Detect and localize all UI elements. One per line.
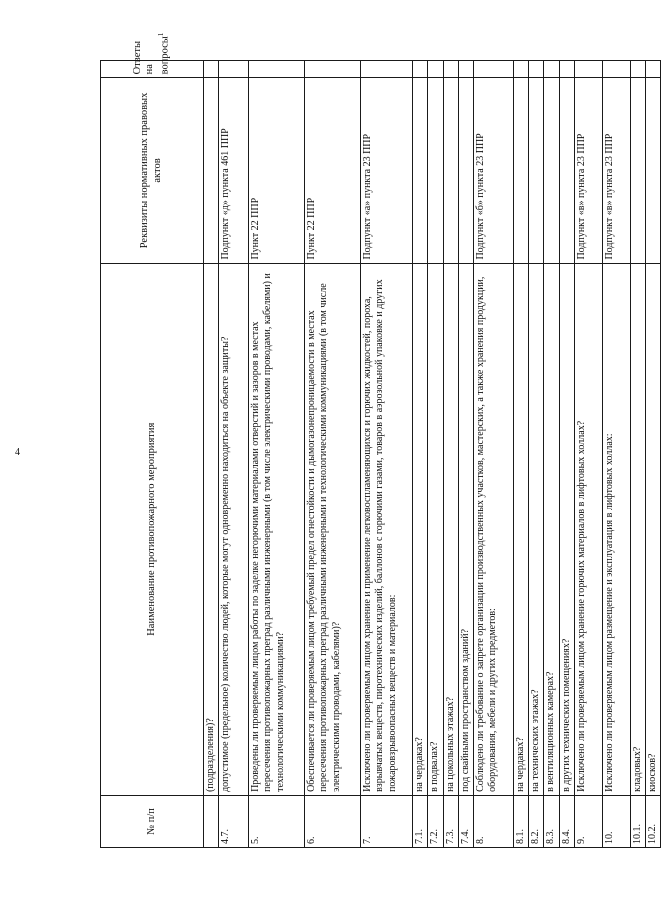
row-measure-name: на технических этажах? <box>529 263 544 795</box>
row-number: 5. <box>249 795 305 847</box>
row-answer-cell[interactable] <box>413 61 428 78</box>
row-measure-name: Исключено ли проверяемым лицом размещение и эксплуатация в лифтовых холлах: <box>602 263 630 795</box>
checklist-body <box>101 32 661 848</box>
table-row <box>529 61 544 848</box>
table-row <box>204 61 219 848</box>
row-answer-cell[interactable] <box>305 61 361 78</box>
row-number: 8.3. <box>544 795 559 847</box>
row-answer-cell[interactable] <box>473 61 513 78</box>
row-answer-cell[interactable] <box>574 61 602 78</box>
row-legal-reference <box>428 78 443 263</box>
row-answer-cell[interactable] <box>544 61 559 78</box>
row-legal-reference: Подпункт «б» пункта 23 ППР <box>473 78 513 263</box>
row-legal-reference <box>529 78 544 263</box>
row-number: 8.4. <box>559 795 574 847</box>
row-legal-reference <box>443 78 458 263</box>
row-answer-cell[interactable] <box>602 61 630 78</box>
row-measure-name: в других технических помещениях? <box>559 263 574 795</box>
row-number: 10.1. <box>630 795 645 847</box>
row-legal-reference <box>413 78 428 263</box>
row-answer-cell[interactable] <box>204 61 219 78</box>
table-row <box>305 61 361 848</box>
table-row <box>458 61 473 848</box>
row-measure-name: на чердаках? <box>413 263 428 795</box>
table-row <box>574 61 602 848</box>
checklist-table <box>100 32 661 848</box>
header-row <box>101 61 204 848</box>
row-number: 8. <box>473 795 513 847</box>
row-legal-reference <box>458 78 473 263</box>
row-answer-cell[interactable] <box>559 61 574 78</box>
row-answer-cell[interactable] <box>443 61 458 78</box>
table-row <box>544 61 559 848</box>
table-row <box>249 61 305 848</box>
row-measure-name: Исключено ли проверяемым лицом хранение горючих материалов в лифтовых холлах? <box>574 263 602 795</box>
row-legal-reference <box>544 78 559 263</box>
row-answer-cell[interactable] <box>529 61 544 78</box>
page-number: 4 <box>15 447 20 458</box>
row-measure-name: в вентиляционных камерах? <box>544 263 559 795</box>
row-answer-cell[interactable] <box>361 61 413 78</box>
row-number: 10. <box>602 795 630 847</box>
row-number: 4.7. <box>219 795 249 847</box>
row-answer-cell[interactable] <box>513 61 528 78</box>
row-number: 9. <box>574 795 602 847</box>
table-row <box>602 61 630 848</box>
row-number: 7.2. <box>428 795 443 847</box>
row-number: 6. <box>305 795 361 847</box>
row-answer-cell[interactable] <box>249 61 305 78</box>
row-number: 7.4. <box>458 795 473 847</box>
header-number: № п/п <box>101 795 204 847</box>
row-number <box>204 795 219 847</box>
row-number: 8.2. <box>529 795 544 847</box>
table-row <box>473 61 513 848</box>
row-measure-name: кладовых? <box>630 263 645 795</box>
row-answer-cell[interactable] <box>645 61 660 78</box>
row-measure-name: Обеспечивается ли проверяемым лицом требуемый предел огнестойкости и дымогазонепроницаемости в местах пересечения противопожарных преград различными инженерными и технологическими коммуникациями (в том числе электрическими проводами, кабелями)? <box>305 263 361 795</box>
row-number: 7.3. <box>443 795 458 847</box>
row-measure-name: (подразделения)? <box>204 263 219 795</box>
row-measure-name: на чердаках? <box>513 263 528 795</box>
row-measure-name: под свайными пространством зданий? <box>458 263 473 795</box>
row-legal-reference: Пункт 22 ППР <box>305 78 361 263</box>
row-legal-reference: Подпункт «в» пункта 23 ППР <box>574 78 602 263</box>
row-answer-cell[interactable] <box>458 61 473 78</box>
row-number: 8.1. <box>513 795 528 847</box>
row-measure-name: в подвалах? <box>428 263 443 795</box>
row-number: 7. <box>361 795 413 847</box>
table-row <box>645 61 660 848</box>
row-answer-cell[interactable] <box>219 61 249 78</box>
rotated-table-container <box>100 32 658 848</box>
table-row <box>513 61 528 848</box>
header-measure-name: Наименование противопожарного мероприятия <box>101 263 204 795</box>
row-legal-reference: Подпункт «д» пункта 461 ППР <box>219 78 249 263</box>
table-row <box>443 61 458 848</box>
row-legal-reference: Пункт 22 ППР <box>249 78 305 263</box>
row-legal-reference <box>645 78 660 263</box>
row-number: 10.2. <box>645 795 660 847</box>
row-measure-name: Исключено ли проверяемым лицом хранение и применение легковоспламеняющихся и горючих жидкостей, пороха, взрывчатых веществ, пиротехнических изделий, баллонов с горючими газами, товаров в аэрозольной упаковке и других пожаровзрывоопасных веществ и материалов: <box>361 263 413 795</box>
row-measure-name: на цокольных этажах? <box>443 263 458 795</box>
row-legal-reference <box>204 78 219 263</box>
row-measure-name: киосков? <box>645 263 660 795</box>
row-number: 7.1. <box>413 795 428 847</box>
table-row <box>219 61 249 848</box>
header-answers-label: Ответы на вопросы <box>131 36 171 75</box>
footnote-marker: 1 <box>157 32 166 37</box>
row-measure-name: Соблюдено ли требование о запрете организации производственных участков, мастерских, а также хранения продукции, оборудования, мебели и других предметов: <box>473 263 513 795</box>
row-answer-cell[interactable] <box>630 61 645 78</box>
row-legal-reference <box>559 78 574 263</box>
row-measure-name: Проведены ли проверяемым лицом работы по заделке негорючими материалами отверстий и зазоров в местах пересечения противопожарных преград различными инженерными (в том числе электрическими проводами, кабелями) и технологическими коммуникациями? <box>249 263 305 795</box>
table-row <box>428 61 443 848</box>
row-legal-reference <box>630 78 645 263</box>
row-measure-name: допустимое (предельное) количество людей, которые могут одновременно находиться на объекте защиты? <box>219 263 249 795</box>
row-legal-reference: Подпункт «в» пункта 23 ППР <box>602 78 630 263</box>
table-row <box>559 61 574 848</box>
row-legal-reference <box>513 78 528 263</box>
row-answer-cell[interactable] <box>428 61 443 78</box>
table-row <box>630 61 645 848</box>
row-legal-reference: Подпункт «а» пункта 23 ППР <box>361 78 413 263</box>
header-answers <box>101 32 204 78</box>
table-row <box>361 61 413 848</box>
table-row <box>413 61 428 848</box>
header-legal-reference: Реквизиты нормативных правовых актов <box>101 78 204 263</box>
